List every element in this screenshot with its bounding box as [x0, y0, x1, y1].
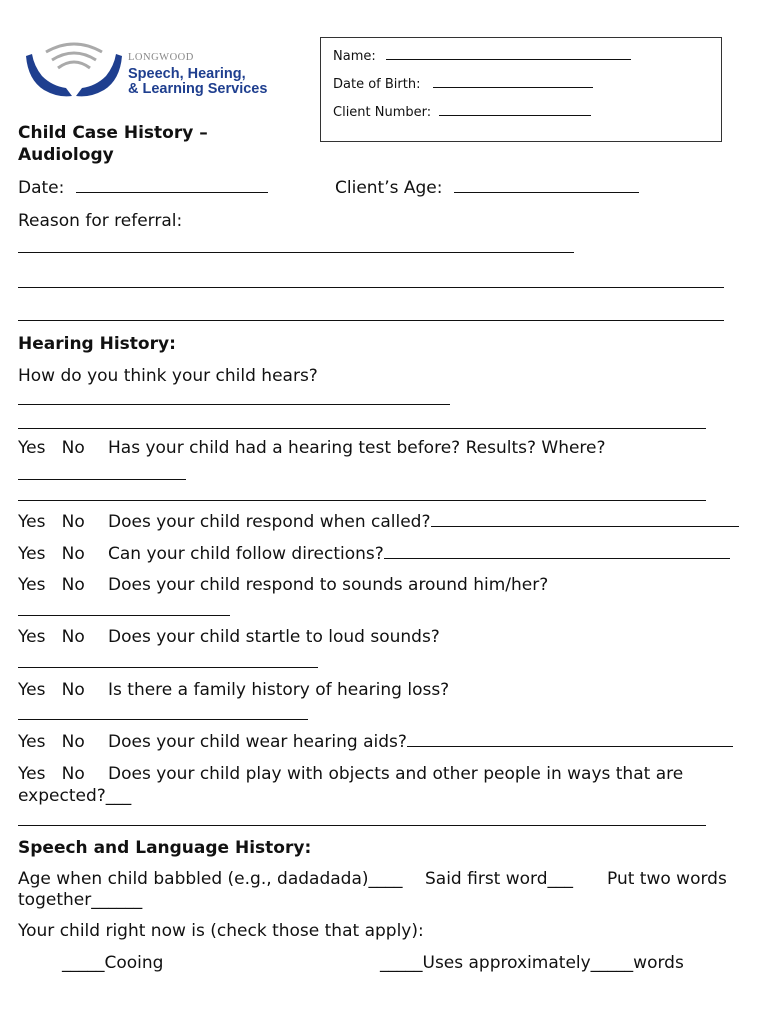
question-text: Can your child follow directions? [108, 544, 384, 564]
question-respond-sounds [18, 574, 548, 596]
client-number-row [333, 100, 591, 121]
question-text: Does your child startle to loud sounds? [108, 627, 440, 647]
hears-question: How do you think your child hears? [18, 366, 318, 386]
question-text: Is there a family history of hearing loss? [108, 680, 450, 700]
reason-line-1[interactable] [18, 252, 574, 253]
question-text-line-1: Does your child play with objects and other people in ways that are [108, 764, 684, 784]
yes-option[interactable]: Yes [18, 575, 46, 595]
together-field[interactable]: together______ [18, 890, 143, 910]
client-info-box [320, 37, 722, 142]
reason-line-3[interactable] [18, 320, 724, 321]
first-word-field[interactable]: Said first word___ [425, 869, 574, 889]
name-field[interactable] [386, 44, 631, 60]
logo [24, 38, 274, 100]
question-startle [18, 626, 440, 648]
no-option[interactable]: No [61, 544, 85, 564]
answer-field[interactable] [431, 511, 739, 527]
date-label: Date: [18, 178, 65, 198]
question-hearing-test [18, 437, 606, 459]
question-hearing-aids [18, 731, 733, 753]
client-number-field[interactable] [439, 100, 591, 116]
no-option[interactable]: No [61, 680, 85, 700]
babbled-field[interactable]: Age when child babbled (e.g., dadadada)____ [18, 869, 403, 889]
hears-answer-line-1[interactable] [18, 404, 450, 405]
logo-small-text: LONGWOOD [128, 52, 194, 63]
no-option[interactable]: No [61, 512, 85, 532]
family-history-answer-line[interactable] [18, 719, 308, 720]
date-field[interactable] [76, 177, 268, 193]
client-number-label: Client Number: [333, 105, 432, 120]
dob-field[interactable] [433, 72, 593, 88]
yes-option[interactable]: Yes [18, 680, 46, 700]
question-respond-called [18, 511, 739, 533]
question-text: Does your child respond to sounds around him/her? [108, 575, 549, 595]
date-row [18, 177, 268, 199]
reason-line-2[interactable] [18, 287, 724, 288]
dob-label: Date of Birth: [333, 77, 421, 92]
question-play-line-2: expected?___ [18, 786, 132, 806]
question-text: Does your child wear hearing aids? [108, 732, 407, 752]
page-title-line-1: Child Case History – [18, 123, 208, 143]
question-follow-directions [18, 543, 730, 565]
check-apply-label: Your child right now is (check those that apply): [18, 921, 424, 941]
two-words-label: Put two words [607, 869, 727, 889]
question-family-history [18, 679, 449, 701]
logo-line-2: & Learning Services [128, 81, 268, 97]
answer-field[interactable] [384, 543, 730, 559]
age-field[interactable] [454, 177, 639, 193]
age-row [335, 177, 639, 199]
speech-language-heading: Speech and Language History: [18, 838, 312, 858]
startle-answer-line[interactable] [18, 667, 318, 668]
yes-option[interactable]: Yes [18, 512, 46, 532]
no-option[interactable]: No [61, 764, 85, 784]
no-option[interactable]: No [61, 627, 85, 647]
question-play [18, 763, 683, 785]
hands-ear-logo-icon [24, 38, 124, 100]
logo-line-1: Speech, Hearing, [128, 66, 246, 82]
yes-option[interactable]: Yes [18, 627, 46, 647]
dob-row [333, 72, 593, 93]
no-option[interactable]: No [61, 575, 85, 595]
hearing-history-heading: Hearing History: [18, 334, 176, 354]
hears-answer-line-2[interactable] [18, 428, 706, 429]
hearing-test-answer-line-1[interactable] [18, 479, 186, 480]
question-text: Has your child had a hearing test before? Results? Where? [108, 438, 606, 458]
question-text: Does your child respond when called? [108, 512, 431, 532]
answer-field[interactable] [407, 731, 733, 747]
name-row [333, 44, 631, 65]
yes-option[interactable]: Yes [18, 732, 46, 752]
no-option[interactable]: No [61, 732, 85, 752]
age-label: Client’s Age: [335, 178, 443, 198]
hearing-test-answer-line-2[interactable] [18, 500, 706, 501]
respond-sounds-answer-line[interactable] [18, 615, 230, 616]
play-answer-line[interactable] [18, 825, 706, 826]
yes-option[interactable]: Yes [18, 544, 46, 564]
page-title-line-2: Audiology [18, 145, 114, 165]
yes-option[interactable]: Yes [18, 438, 46, 458]
yes-option[interactable]: Yes [18, 764, 46, 784]
no-option[interactable]: No [61, 438, 85, 458]
cooing-option[interactable]: _____Cooing [62, 953, 164, 973]
name-label: Name: [333, 49, 376, 64]
reason-label: Reason for referral: [18, 211, 183, 231]
uses-words-option[interactable]: _____Uses approximately_____words [380, 953, 684, 973]
